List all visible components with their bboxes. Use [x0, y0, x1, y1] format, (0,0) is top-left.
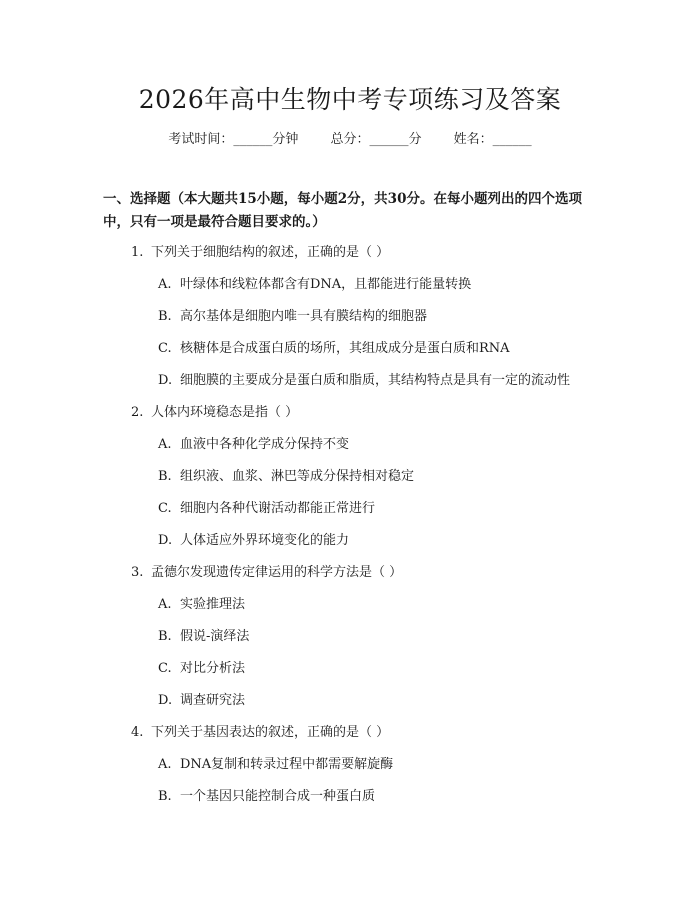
option-text: 假说-演绎法	[180, 629, 250, 644]
question-3-option-b	[158, 627, 249, 647]
question-text: 人体内环境稳态是指（ ）	[151, 405, 299, 420]
total-score-field: 总分：______分	[330, 132, 422, 147]
question-1-option-d	[158, 371, 570, 391]
option-letter: B.	[158, 309, 172, 324]
option-text: 血液中各种化学成分保持不变	[180, 437, 350, 452]
question-2-option-d	[158, 531, 349, 551]
option-text: 高尔基体是细胞内唯一具有膜结构的细胞器	[180, 309, 428, 324]
question-number: 3.	[131, 565, 144, 580]
question-number: 1.	[131, 245, 144, 260]
option-text: 细胞膜的主要成分是蛋白质和脂质，其结构特点是具有一定的流动性	[180, 373, 571, 388]
question-3-option-a	[158, 595, 245, 615]
question-number: 4.	[131, 725, 144, 740]
question-number: 2.	[131, 405, 144, 420]
question-1-option-c	[158, 339, 510, 359]
option-letter: D.	[158, 693, 173, 708]
student-name-field: 姓名：______	[453, 132, 532, 147]
option-letter: B.	[158, 789, 172, 804]
question-text: 孟德尔发现遗传定律运用的科学方法是（ ）	[151, 565, 403, 580]
question-2-option-b	[158, 467, 414, 487]
page-title: 2026年高中生物中考专项练习及答案	[138, 85, 562, 114]
option-letter: C.	[158, 661, 172, 676]
option-text: DNA复制和转录过程中都需要解旋酶	[180, 757, 394, 772]
question-4	[131, 723, 389, 743]
question-1-option-b	[158, 307, 427, 327]
option-text: 实验推理法	[180, 597, 246, 612]
option-letter: D.	[158, 533, 173, 548]
question-4-option-b	[158, 787, 375, 807]
question-3-option-d	[158, 691, 245, 711]
exam-time-field: 考试时间：______分钟	[168, 132, 299, 147]
option-text: 人体适应外界环境变化的能力	[180, 533, 350, 548]
option-letter: B.	[158, 469, 172, 484]
question-2-option-a	[158, 435, 349, 455]
option-letter: A.	[158, 597, 172, 612]
option-letter: D.	[158, 373, 173, 388]
question-1-option-a	[158, 275, 471, 295]
question-3-option-c	[158, 659, 245, 679]
option-letter: C.	[158, 501, 172, 516]
question-2	[131, 403, 298, 423]
section-heading: 一、选择题（本大题共15小题，每小题2分，共30分。在每小题列出的四个选项中，只有一项是最符合题目要求的。）	[103, 191, 582, 230]
exam-info	[0, 130, 700, 150]
question-text: 下列关于细胞结构的叙述，正确的是（ ）	[151, 245, 390, 260]
question-3	[131, 563, 402, 583]
option-letter: A.	[158, 757, 172, 772]
option-letter: C.	[158, 341, 172, 356]
question-2-option-c	[158, 499, 375, 519]
option-letter: A.	[158, 437, 172, 452]
option-text: 叶绿体和线粒体都含有DNA，且都能进行能量转换	[180, 277, 472, 292]
option-text: 一个基因只能控制合成一种蛋白质	[180, 789, 376, 804]
option-text: 细胞内各种代谢活动都能正常进行	[180, 501, 376, 516]
option-letter: A.	[158, 277, 172, 292]
question-text: 下列关于基因表达的叙述，正确的是（ ）	[151, 725, 390, 740]
question-1	[131, 243, 389, 263]
option-letter: B.	[158, 629, 172, 644]
option-text: 核糖体是合成蛋白质的场所，其组成成分是蛋白质和RNA	[180, 341, 510, 356]
option-text: 组织液、血浆、淋巴等成分保持相对稳定	[180, 469, 415, 484]
option-text: 调查研究法	[180, 693, 246, 708]
question-4-option-a	[158, 755, 393, 775]
option-text: 对比分析法	[180, 661, 246, 676]
